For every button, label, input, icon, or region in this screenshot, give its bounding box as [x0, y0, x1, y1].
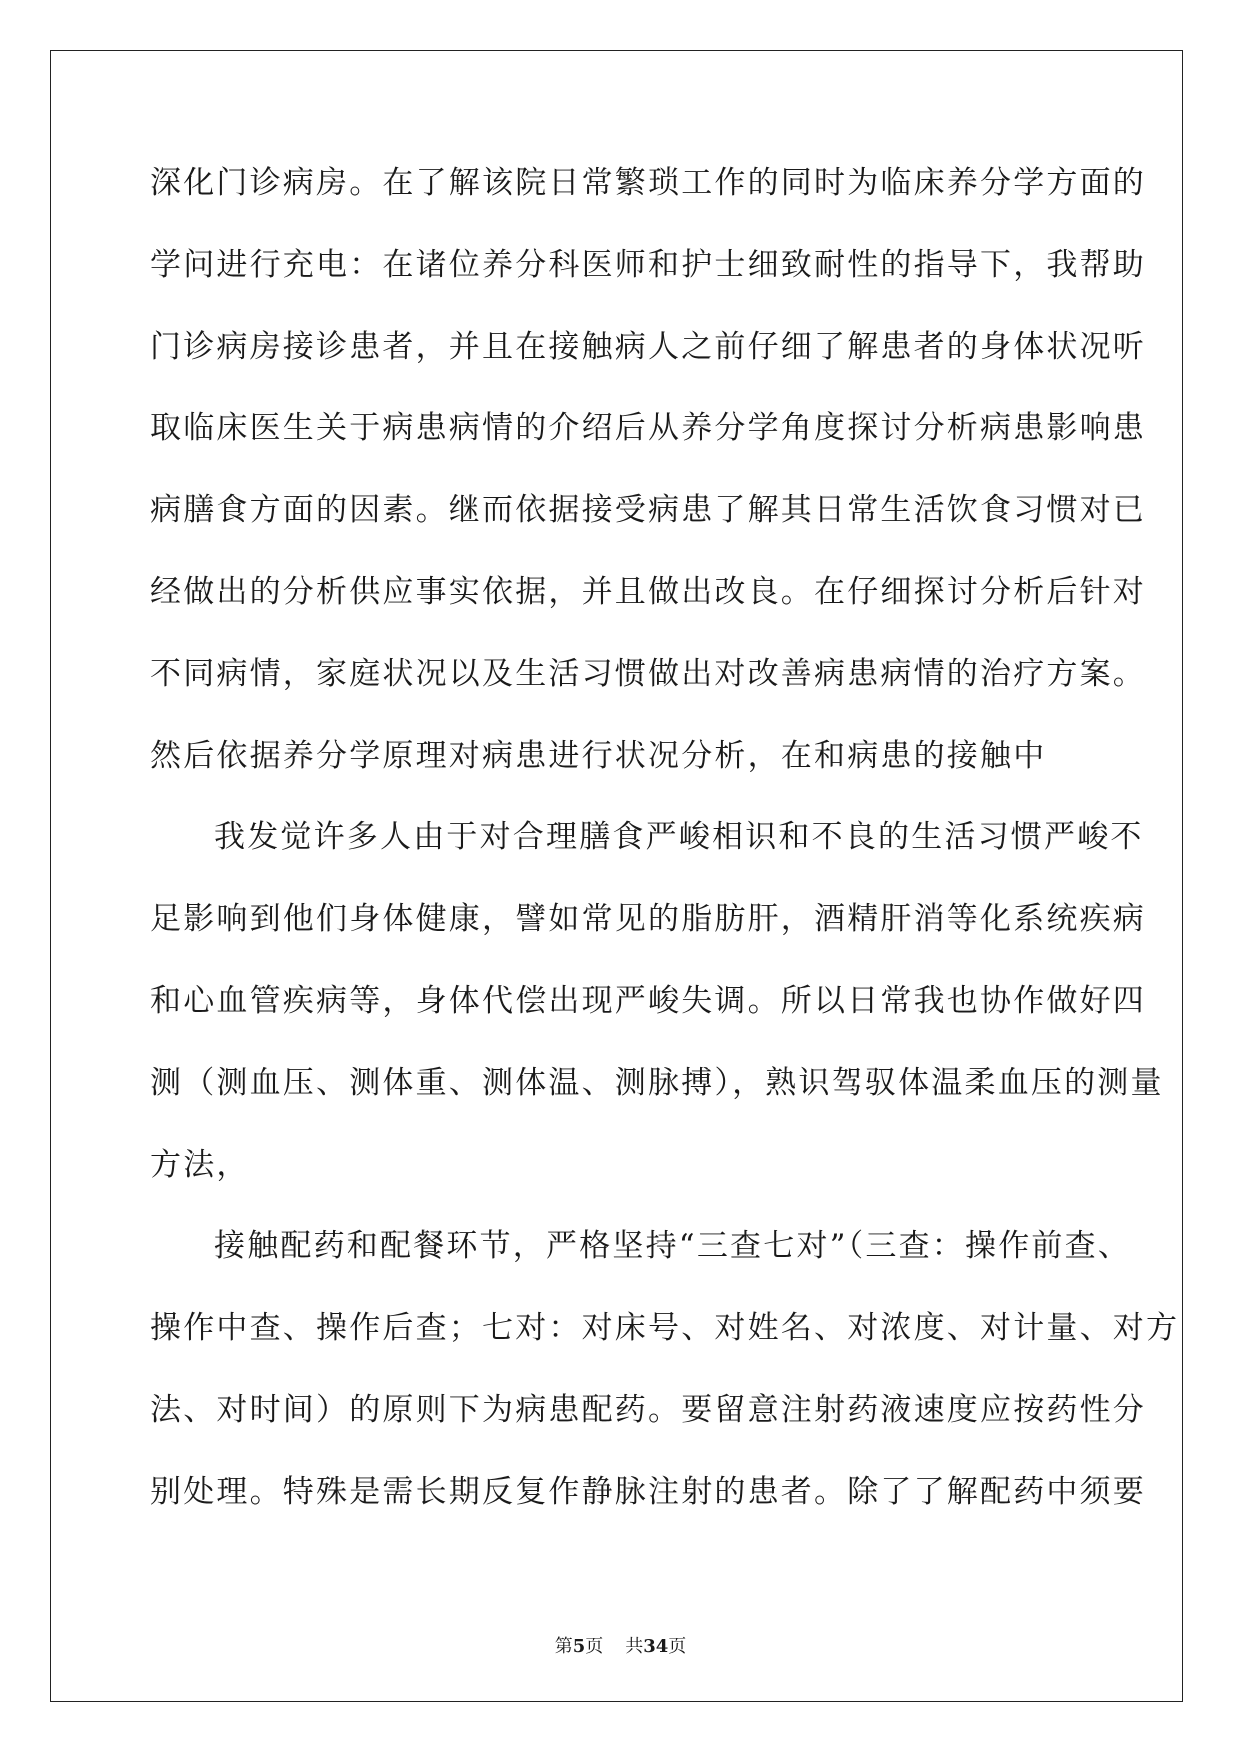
text-line: 取临床医生关于病患病情的介绍后从养分学角度探讨分析病患影响患 — [150, 410, 1146, 447]
text-line: 然后依据养分学原理对病患进行状况分析，在和病患的接触中 — [150, 737, 1047, 774]
page-number: 5 — [572, 1636, 586, 1657]
text-line: 经做出的分析供应事实依据，并且做出改良。在仔细探讨分析后针对 — [150, 573, 1146, 610]
total-prefix: 共 — [625, 1636, 644, 1657]
text-line: 和心血管疾病等，身体代偿出现严峻失调。所以日常我也协作做好四 — [150, 982, 1146, 1019]
text-line: 门诊病房接诊患者，并且在接触病人之前仔细了解患者的身体状况听 — [150, 328, 1146, 365]
text-line: 深化门诊病房。在了解该院日常繁琐工作的同时为临床养分学方面的 — [150, 165, 1146, 201]
total-pages: 34 — [643, 1636, 669, 1657]
text-line: 法、对时间）的原则下为病患配药。要留意注射药液速度应按药性分 — [150, 1391, 1146, 1428]
text-line: 足影响到他们身体健康，譬如常见的脂肪肝，酒精肝消等化系统疾病 — [150, 901, 1146, 938]
text-line: 病膳食方面的因素。继而依据接受病患了解其日常生活饮食习惯对已 — [150, 492, 1146, 529]
page-suffix: 页 — [585, 1636, 604, 1657]
text-line: 接触配药和配餐环节，严格坚持“三查七对”（三查：操作前查、 — [214, 1228, 1131, 1265]
text-line: 不同病情，家庭状况以及生活习惯做出对改善病患病情的治疗方案。 — [150, 655, 1146, 692]
page-footer — [0, 1632, 1241, 1658]
text-line: 我发觉许多人由于对合理膳食严峻相识和不良的生活习惯严峻不 — [214, 819, 1144, 856]
total-suffix: 页 — [668, 1636, 687, 1657]
document-body — [150, 159, 1180, 1550]
text-line: 学问进行充电：在诸位养分科医师和护士细致耐性的指导下，我帮助 — [150, 246, 1146, 283]
text-line: 测（测血压、测体重、测体温、测脉搏），熟识驾驭体温柔血压的测量 — [150, 1064, 1164, 1101]
text-line: 操作中查、操作后查；七对：对床号、对姓名、对浓度、对计量、对方 — [150, 1310, 1180, 1347]
text-line: 方法， — [150, 1146, 250, 1183]
text-line: 别处理。特殊是需长期反复作静脉注射的患者。除了了解配药中须要 — [150, 1473, 1146, 1510]
page-prefix: 第 — [554, 1636, 573, 1657]
